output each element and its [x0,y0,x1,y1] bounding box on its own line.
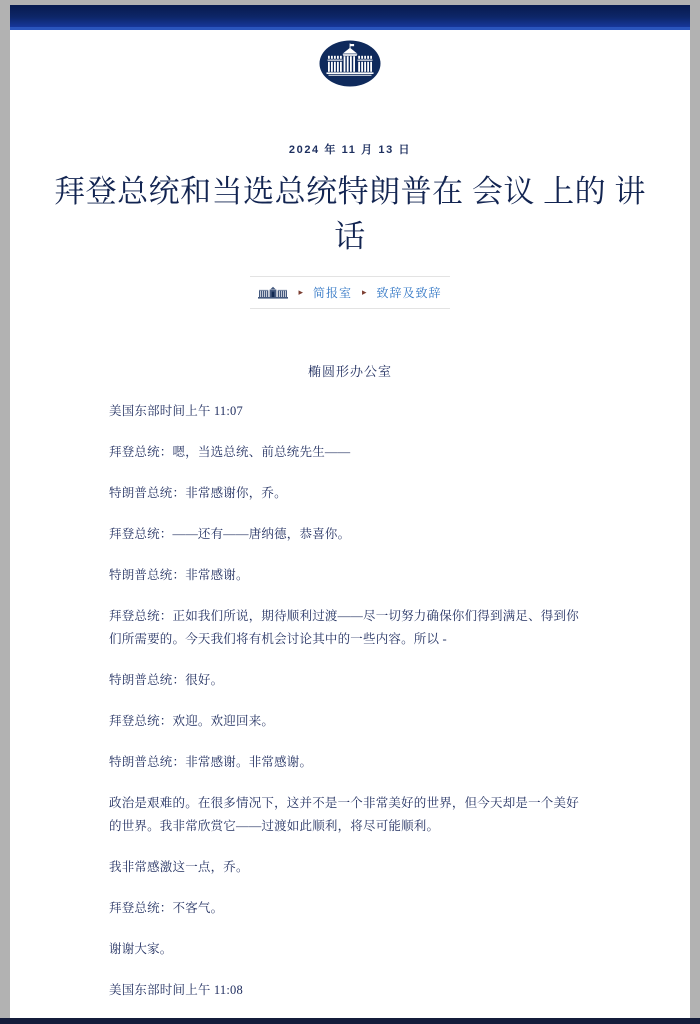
transcript-paragraph: 拜登总统：正如我们所说，期待顺利过渡——尽一切努力确保你们得到满足、得到你们所需要的。今天我们将有机会讨论其中的一些内容。所以 - [109,609,579,646]
transcript-paragraph: 我非常感激这一点，乔。 [109,860,249,874]
site-header-bar [10,5,690,30]
transcript-paragraph: 拜登总统：——还有——唐纳德，恭喜你。 [109,527,351,541]
transcript-paragraph: 政治是艰难的。在很多情况下，这并不是一个非常美好的世界，但今天却是一个美好的世界。我非常欣赏它——过渡如此顺利，将尽可能顺利。 [109,796,579,833]
breadcrumb-link-remarks[interactable]: 致辞及致辞 [376,286,442,300]
transcript-paragraph: 拜登总统：欢迎。欢迎回来。 [109,714,275,728]
transcript-paragraph: 特朗普总统：非常感谢你，乔。 [109,486,287,500]
breadcrumb-container [10,276,690,309]
article-location: 椭圆形办公室 [307,364,392,379]
breadcrumb-separator-icon: ▸ [362,287,367,297]
transcript-paragraph: 美国东部时间上午 11:07 [109,404,243,418]
breadcrumb [250,276,449,309]
footer-top-edge [0,1018,700,1024]
transcript-paragraph: 特朗普总统：很好。 [109,673,224,687]
white-house-seal-icon [319,40,381,87]
transcript-paragraph: 特朗普总统：非常感谢。非常感谢。 [109,755,313,769]
article-date: 2024 年 11 月 13 日 [288,144,412,156]
transcript-paragraph: 拜登总统：嗯，当选总统、前总统先生—— [109,445,351,459]
transcript-paragraph: 美国东部时间上午 11:08 [109,983,243,997]
page-title: 拜登总统和当选总统特朗普在 会议 上的 讲话 [54,174,646,254]
breadcrumb-link-briefing-room[interactable]: 简报室 [312,286,352,300]
transcript-paragraph: 特朗普总统：非常感谢。 [109,568,249,582]
breadcrumb-separator-icon: ▸ [298,287,303,297]
white-house-home-icon[interactable] [258,286,288,300]
article-page [10,5,690,1018]
transcript-body [109,400,591,1002]
site-logo[interactable] [10,40,690,87]
transcript-paragraph: 拜登总统：不客气。 [109,901,224,915]
transcript-paragraph: 谢谢大家。 [109,942,173,956]
